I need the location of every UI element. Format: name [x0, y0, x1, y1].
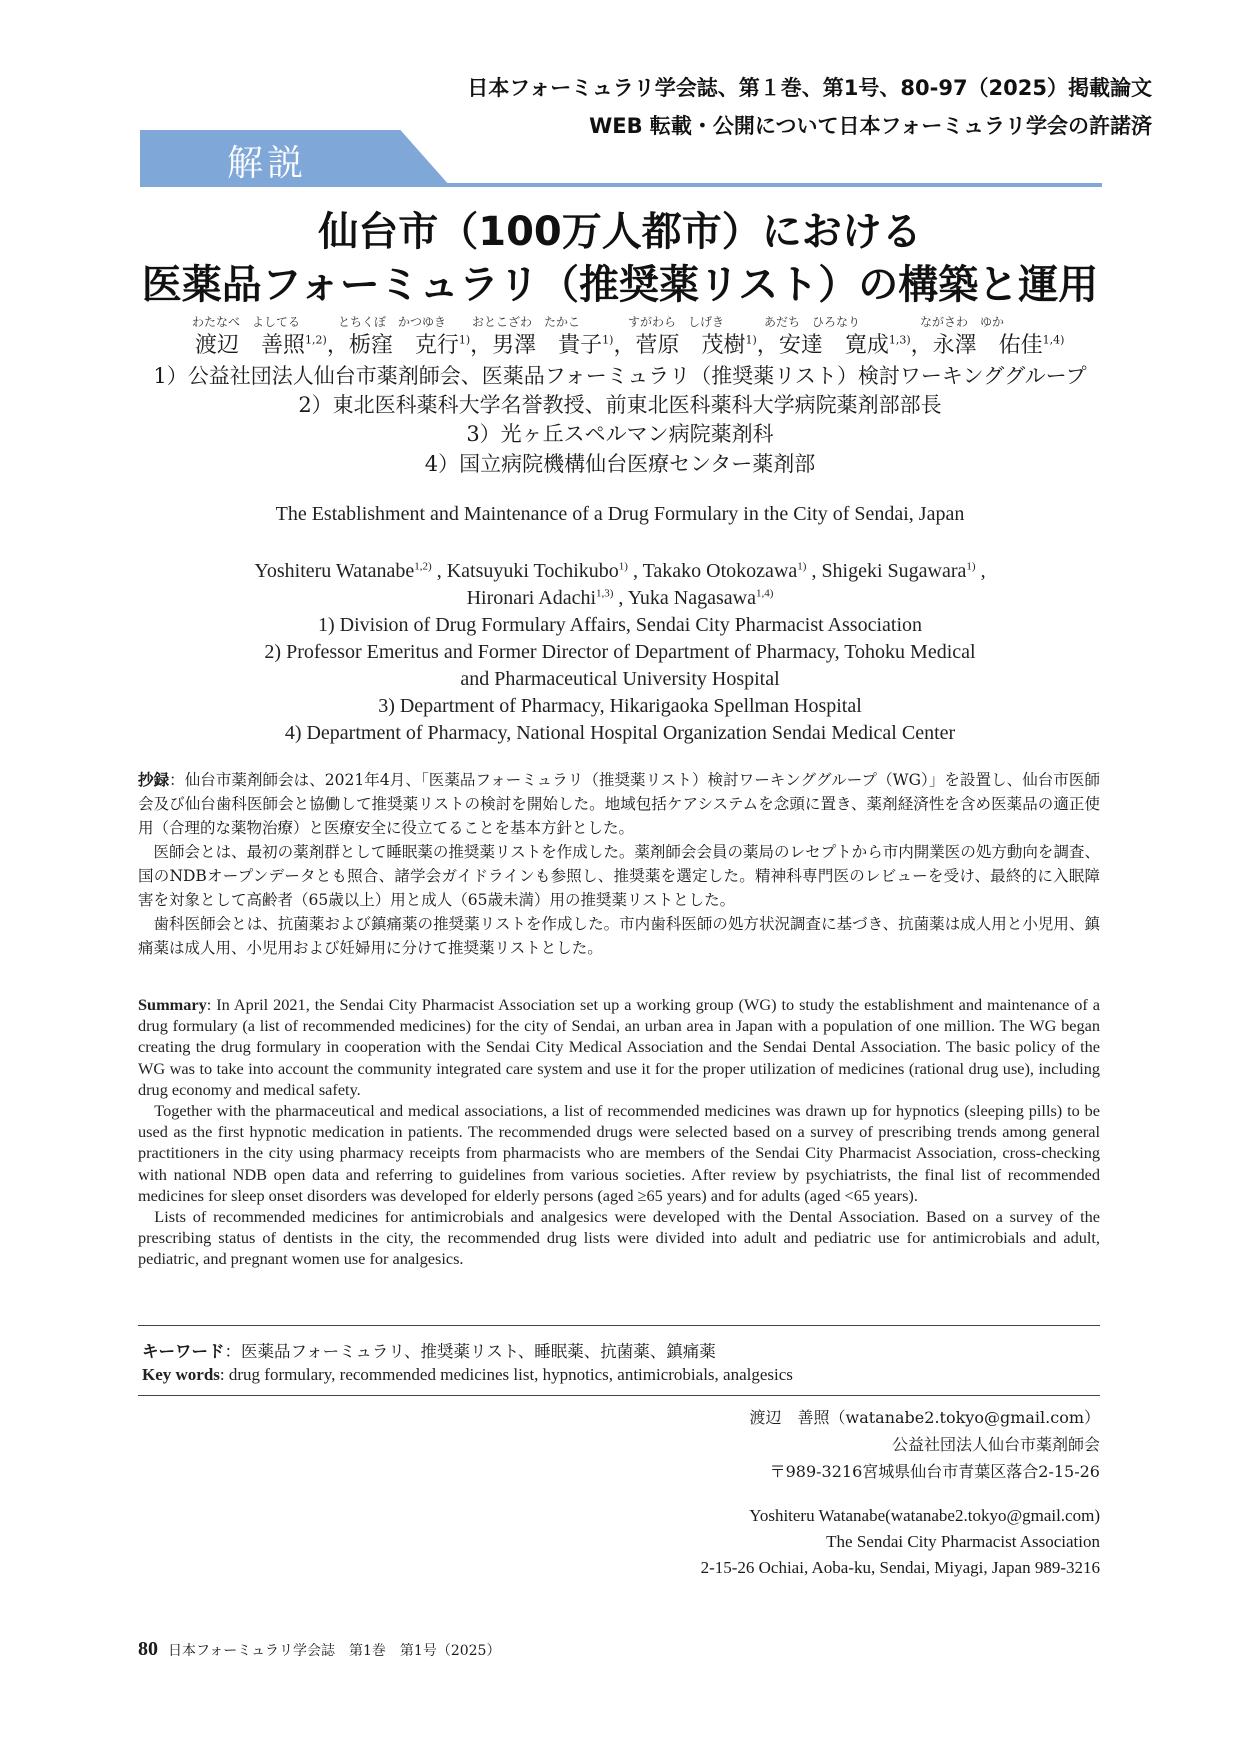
- author-name-en: Yoshiteru Watanabe: [254, 560, 415, 582]
- author-ruby: あだち ひろなり: [764, 315, 861, 329]
- affiliation-en: 4) Department of Pharmacy, National Hospital Organization Sendai Medical Center: [284, 722, 956, 744]
- author-ruby: おとこざわ たかこ: [472, 315, 581, 329]
- author-name: 渡辺 善照: [195, 333, 306, 358]
- author-aff: 1,2): [305, 333, 327, 347]
- affiliation-ja: 3）光ヶ丘スペルマン病院薬剤科: [466, 422, 774, 446]
- author-ruby: ながさわ ゆか: [920, 315, 1005, 329]
- title-ja-line2: 医薬品フォーミュラリ（推奨薬リスト）の構築と運用: [141, 262, 1099, 308]
- author-aff: 1): [602, 333, 614, 347]
- summary-en-label: Summary: [138, 995, 207, 1014]
- author-ruby: わたなべ よしてる: [192, 315, 301, 329]
- authors-en-line1: Yoshiteru Watanabe$^{1,2)}$ , Katsuyuki Tochikubo$^{1)}$ , Takako Otokozawa$^{1)}$ , Shigeki Sugawara$^{1)}$ ,: [254, 560, 986, 582]
- corr-ja-line: 〒989-3216宮城県仙台市青葉区落合2-15-26: [769, 1462, 1100, 1481]
- summary-en-p2: Together with the pharmaceutical and medical associations, a list of recommended medicines was drawn up for hypnotics (sleeping pills) to be used as the first hypnotic medication in patients. The recommended drugs were selected based on a survey of prescribing trends among general practitioners in the city using pharmacy receipts from pharmacists who are members of the Sendai City Pharmacist Association, cross-checking with national NDB open data and referring to guidelines from various societies. After review by psychiatrists, the final list of recommended medicines for sleep onset disorders was developed for elderly persons (aged ≥65 years) and for adults (aged <65 years).: [138, 1101, 1100, 1205]
- title-en: The Establishment and Maintenance of a Drug Formulary in the City of Sendai, Japan: [275, 503, 965, 525]
- permission-note: WEB 転載・公開について日本フォーミュラリ学会の許諾済: [589, 114, 1152, 138]
- abstract-ja-label: 抄録: [138, 771, 170, 789]
- author-aff: 1,2): [414, 560, 432, 573]
- authors-ja: 渡辺 善照$^{1,2)}$，栃窪 克行$^{1)}$，男澤 貴子$^{1)}$，菅原 茂樹$^{1)}$，安達 寛成$^{1,3)}$，永澤 佑佳$^{1,4)}$: [195, 333, 1065, 358]
- author-aff: 1): [618, 560, 628, 573]
- author-name: 菅原 茂樹: [635, 333, 746, 358]
- summary-en: [138, 994, 1100, 1270]
- author-name: 安達 寛成: [778, 333, 889, 358]
- title-ja-line1: 仙台市（100万人都市）における: [318, 209, 922, 255]
- keywords-en-label: Key words: [142, 1365, 220, 1384]
- affiliation-en: 1) Division of Drug Formulary Affairs, Sendai City Pharmacist Association: [317, 614, 922, 636]
- author-aff: 1): [797, 560, 807, 573]
- author-aff: 1): [966, 560, 976, 573]
- affiliation-en: 3) Department of Pharmacy, Hikarigaoka Spellman Hospital: [378, 695, 862, 717]
- author-name-en: Shigeki Sugawara: [821, 560, 967, 582]
- author-name-en: Katsuyuki Tochikubo: [446, 560, 619, 582]
- keywords-ja-label: キーワード: [142, 1342, 225, 1361]
- page-footer: [138, 1638, 500, 1661]
- abstract-ja-p3: 歯科医師会とは、抗菌薬および鎮痛薬の推奨薬リストを作成した。市内歯科医師の処方状況調査に基づき、抗菌薬は成人用と小児用、鎮痛薬は成人用、小児用および妊婦用に分けて推奨薬リストとした。: [138, 915, 1100, 957]
- page-number: 80: [138, 1638, 158, 1660]
- author-aff: 1,3): [888, 333, 911, 347]
- corr-en-line: The Sendai City Pharmacist Association: [826, 1532, 1100, 1551]
- section-label: 解説: [227, 143, 308, 184]
- author-aff: 1,3): [596, 587, 614, 600]
- affiliation-ja: 2）東北医科薬科大学名誉教授、前東北医科薬科大学病院薬剤部部長: [298, 393, 942, 417]
- author-name-en: Takako Otokozawa: [642, 560, 798, 582]
- corr-en-line: Yoshiteru Watanabe(watanabe2.tokyo@gmail.com): [749, 1506, 1100, 1525]
- author-ruby: すがわら しげき: [628, 315, 725, 329]
- summary-en-p1: : In April 2021, the Sendai City Pharmacist Association set up a working group (WG) to study the establishment and maintenance of a drug formulary (a list of recommended medicines) for the city of Sendai, an urban area in Japan with a population of one million. The WG began creating the drug formulary in cooperation with the Sendai City Medical Association and the Sendai Dental Association. The basic policy of the WG was to take into account the community integrated care system and use it for the proper utilization of medicines (rational drug use), including drug economy and medical safety.: [138, 995, 1100, 1099]
- author-aff: 1): [458, 333, 471, 347]
- corr-en-line: 2-15-26 Ochiai, Aoba-ku, Sendai, Miyagi, Japan 989-3216: [700, 1558, 1100, 1577]
- keywords-en-text: : drug formulary, recommended medicines list, hypnotics, antimicrobials, analgesics: [219, 1365, 793, 1384]
- journal-name: 日本フォーミュラリ学会誌 第1巻 第1号（2025）: [168, 1643, 501, 1659]
- author-name: 男澤 貴子: [492, 333, 603, 358]
- authors-en-line2: Hironari Adachi$^{1,3)}$ , Yuka Nagasawa$^{1,4)}$: [466, 587, 774, 609]
- author-aff: 1,4): [755, 587, 774, 600]
- publication-note: 日本フォーミュラリ学会誌、第１巻、第1号、80-97（2025）掲載論文: [467, 76, 1152, 100]
- summary-en-p3: Lists of recommended medicines for antimicrobials and analgesics were developed with the Dental Association. Based on a survey of the prescribing status of dentists in the city, the recommended drug lists were divided into adult and pediatric use for antimicrobials and adult, pediatric, and pregnant women use for analgesics.: [138, 1207, 1100, 1269]
- affiliation-en: and Pharmaceutical University Hospital: [460, 668, 780, 690]
- affiliation-en: 2) Professor Emeritus and Former Director of Department of Pharmacy, Tohoku Medical: [264, 641, 976, 663]
- author-name: 栃窪 克行: [348, 333, 459, 358]
- author-aff: 1,4): [1042, 333, 1065, 347]
- corr-ja-line: 渡辺 善照（watanabe2.tokyo@gmail.com）: [749, 1408, 1100, 1427]
- abstract-ja-p1: ：仙台市薬剤師会は、2021年4月、「医薬品フォーミュラリ（推奨薬リスト）検討ワーキンググループ（WG）」を設置し、仙台市医師会及び仙台歯科医師会と協働して推奨薬リストの検討を開始した。地域包括ケアシステムを念頭に置き、薬剤経済性を含め医薬品の適正使用（合理的な薬物治療）と医療安全に役立てることを基本方針とした。: [138, 771, 1100, 837]
- keywords-ja: [142, 1338, 716, 1362]
- abstract-ja-p2: 医師会とは、最初の薬剤群として睡眠薬の推奨薬リストを作成した。薬剤師会会員の薬局のレセプトから市内開業医の処方動向を調査、国のNDBオープンデータとも照合、諸学会ガイドラインも参照し、推奨薬を選定した。精神科専門医のレビューを受け、最終的に入眠障害を対象として高齢者（65歳以上）用と成人（65歳未満）用の推奨薬リストとした。: [138, 843, 1100, 909]
- abstract-ja: [138, 768, 1100, 960]
- keywords-top-rule: [138, 1325, 1100, 1326]
- author-name-en: Hironari Adachi: [466, 587, 596, 609]
- author-aff: 1): [745, 333, 757, 347]
- author-name-en: Yuka Nagasawa: [627, 587, 756, 609]
- affiliation-ja: 4）国立病院機構仙台医療センター薬剤部: [424, 452, 816, 476]
- keywords-en: [142, 1365, 793, 1385]
- author-name: 永澤 佑佳: [932, 333, 1043, 358]
- corr-ja-line: 公益社団法人仙台市薬剤師会: [891, 1435, 1100, 1454]
- keywords-ja-text: ：医薬品フォーミュラリ、推奨薬リスト、睡眠薬、抗菌薬、鎮痛薬: [224, 1342, 716, 1361]
- author-ruby: とちくぼ かつゆき: [338, 315, 447, 329]
- keywords-bottom-rule: [138, 1395, 1100, 1396]
- affiliation-ja: 1）公益社団法人仙台市薬剤師会、医薬品フォーミュラリ（推奨薬リスト）検討ワーキンググループ: [153, 364, 1087, 388]
